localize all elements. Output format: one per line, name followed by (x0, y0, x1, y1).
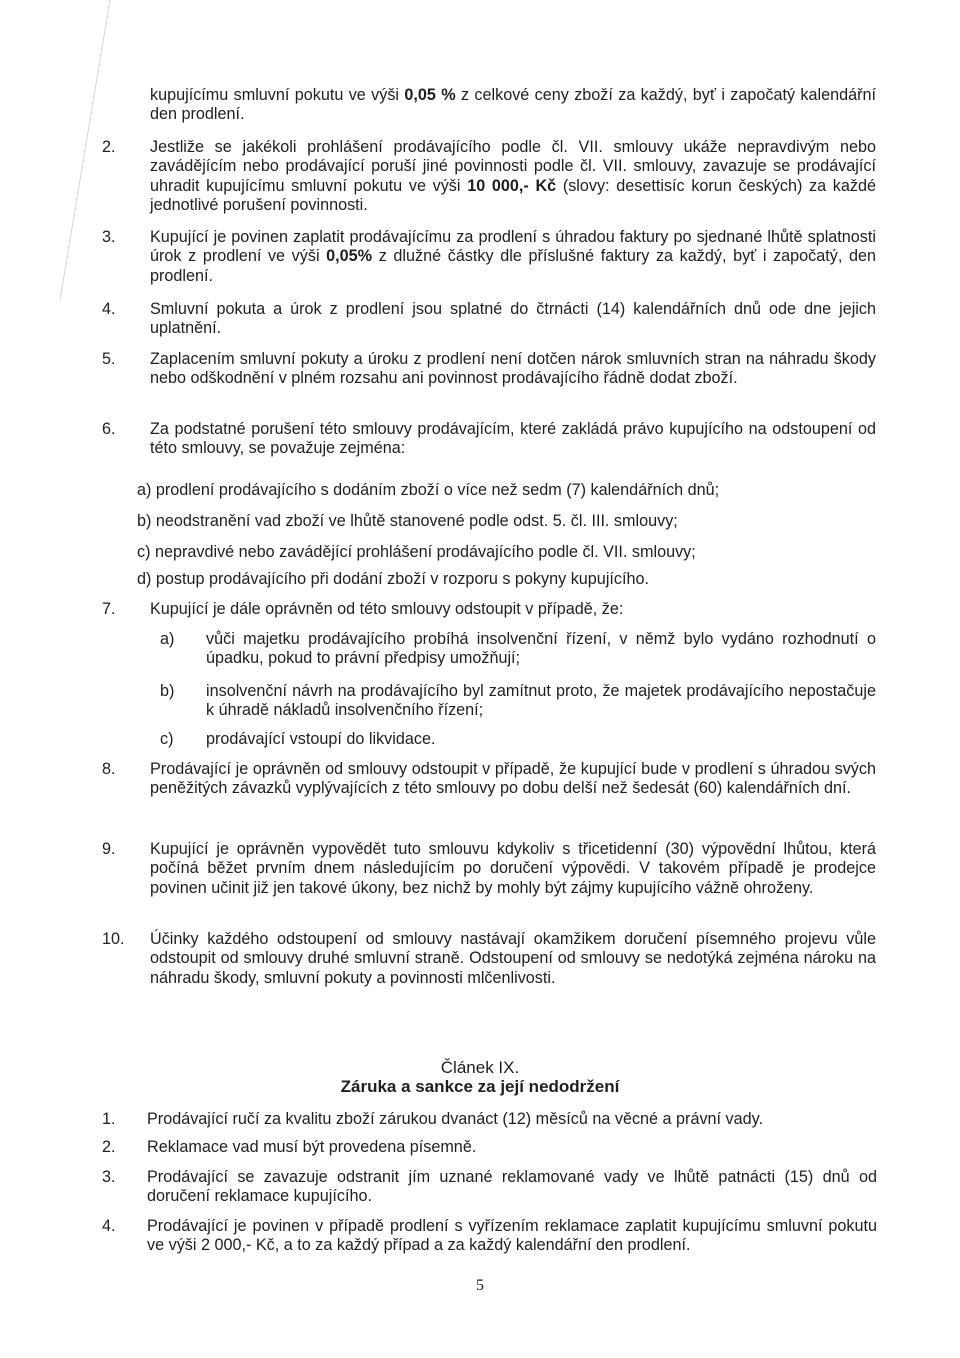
paragraph-continuation: kupujícímu smluvní pokutu ve výši 0,05 % z celkové ceny zboží za každý, byť i započatý kalendářní den prodlení. (150, 86, 876, 124)
item-number: 10. (102, 930, 125, 948)
item-number: 2. (102, 138, 116, 156)
item-number: 6. (102, 420, 116, 438)
paragraph-item-8: Prodávající je oprávněn od smlouvy odstoupit v případě, že kupující bude v prodlení s úhradou svých peněžitých závazků vyplývajících z této smlouvy po dobu delší než šedesát (60) kalendářních dní. (150, 760, 876, 798)
paragraph-ix-2: Reklamace vad musí být provedena písemně. (147, 1138, 477, 1156)
paragraph-item-10: Účinky každého odstoupení od smlouvy nastávají okamžikem doručení písemného projevu vůle odstoupit od smlouvy druhé smluvní straně. Odstoupení od smlouvy se nedotýká zejména nároku na náhradu škody, smluvní pokuty a povinnosti mlčenlivosti. (150, 930, 876, 987)
item-number: 4. (102, 1217, 116, 1235)
paragraph-item-3: Kupující je povinen zaplatit prodávajícímu za prodlení s úhradou faktury po sjednané lhůtě splatnosti úrok z prodlení ve výši 0,05% z dlužné částky dle příslušné faktury za každý, byť i započatý, den prodlení. (150, 228, 876, 285)
item-number: 2. (102, 1138, 116, 1156)
paragraph-item-4: Smluvní pokuta a úrok z prodlení jsou splatné do čtrnácti (14) kalendářních dnů ode dne jejich uplatnění. (150, 300, 876, 338)
list-item-6a: a) prodlení prodávajícího s dodáním zboží o více než sedm (7) kalendářních dnů; (137, 481, 720, 499)
item-number: 3. (102, 1168, 116, 1186)
list-letter: c) (160, 730, 174, 748)
item-number: 1. (102, 1110, 116, 1128)
list-letter: b) (160, 682, 175, 700)
paragraph-item-9: Kupující je oprávněn vypovědět tuto smlouvu kdykoliv s třicetidenní (30) výpovědní lhůtou, která počíná běžet prvním dnem následujícím po doručení výpovědi. V takovém případě je prodejce povinen učinit již jen takové úkony, bez nichž by mohly být zájmy kupujícího vážně ohroženy. (150, 840, 876, 897)
article-title: Záruka a sankce za její nedodržení (340, 1077, 620, 1096)
paragraph-item-7: Kupující je dále oprávněn od této smlouvy odstoupit v případě, že: (150, 600, 624, 618)
item-number: 5. (102, 350, 116, 368)
item-number: 4. (102, 300, 116, 318)
item-number: 8. (102, 760, 116, 778)
page-number: 5 (476, 1277, 484, 1294)
list-item-6d: d) postup prodávajícího při dodání zboží v rozporu s pokyny kupujícího. (137, 570, 650, 588)
paragraph-ix-1: Prodávající ručí za kvalitu zboží zárukou dvanáct (12) měsíců na věcné a právní vady. (147, 1110, 764, 1128)
paragraph-item-5: Zaplacením smluvní pokuty a úroku z prodlení není dotčen nárok smluvních stran na náhradu škody nebo odškodnění v plném rozsahu ani povinnost prodávajícího řádně dodat zboží. (150, 350, 876, 388)
item-number: 7. (102, 600, 116, 618)
item-number: 3. (102, 228, 116, 246)
paragraph-ix-4: Prodávající je povinen v případě prodlení s vyřízením reklamace zaplatit kupujícímu smluvní pokutu ve výši 2 000,- Kč, a to za každý případ a za každý kalendářní den prodlení. (147, 1217, 877, 1255)
list-item-6c: c) nepravdivé nebo zavádějící prohlášení prodávajícího podle čl. VII. smlouvy; (137, 543, 696, 561)
paragraph-ix-3: Prodávající se zavazuje odstranit jím uznané reklamované vady ve lhůtě patnácti (15) dnů od doručení reklamace kupujícího. (147, 1168, 877, 1206)
list-item-6b: b) neodstranění vad zboží ve lhůtě stanovené podle odst. 5. čl. III. smlouvy; (137, 512, 678, 530)
paragraph-item-2: Jestliže se jakékoli prohlášení prodávajícího podle čl. VII. smlouvy ukáže nepravdivým nebo zavádějícím nebo prodávající poruší jiné povinnosti podle čl. VII. smlouvy, zavazuje se prodávající uhradit kupujícímu smluvní pokutu ve výši 10 000,- Kč (slovy: desettisíc korun českých) za každé jednotlivé porušení povinnosti. (150, 138, 876, 215)
list-item-7a: vůči majetku prodávajícího probíhá insolvenční řízení, v němž bylo vydáno rozhodnutí o úpadku, pokud to právní předpisy umožňují; (206, 630, 876, 668)
list-letter: a) (160, 630, 175, 648)
list-item-7c: prodávající vstoupí do likvidace. (206, 730, 436, 748)
item-number: 9. (102, 840, 116, 858)
paragraph-item-6: Za podstatné porušení této smlouvy prodávajícím, které zakládá právo kupujícího na odstoupení od této smlouvy, se považuje zejména: (150, 420, 876, 458)
list-item-7b: insolvenční návrh na prodávajícího byl zamítnut proto, že majetek prodávajícího nepostačuje k úhradě nákladů insolvenčního řízení; (206, 682, 876, 720)
article-number: Článek IX. (440, 1058, 520, 1077)
